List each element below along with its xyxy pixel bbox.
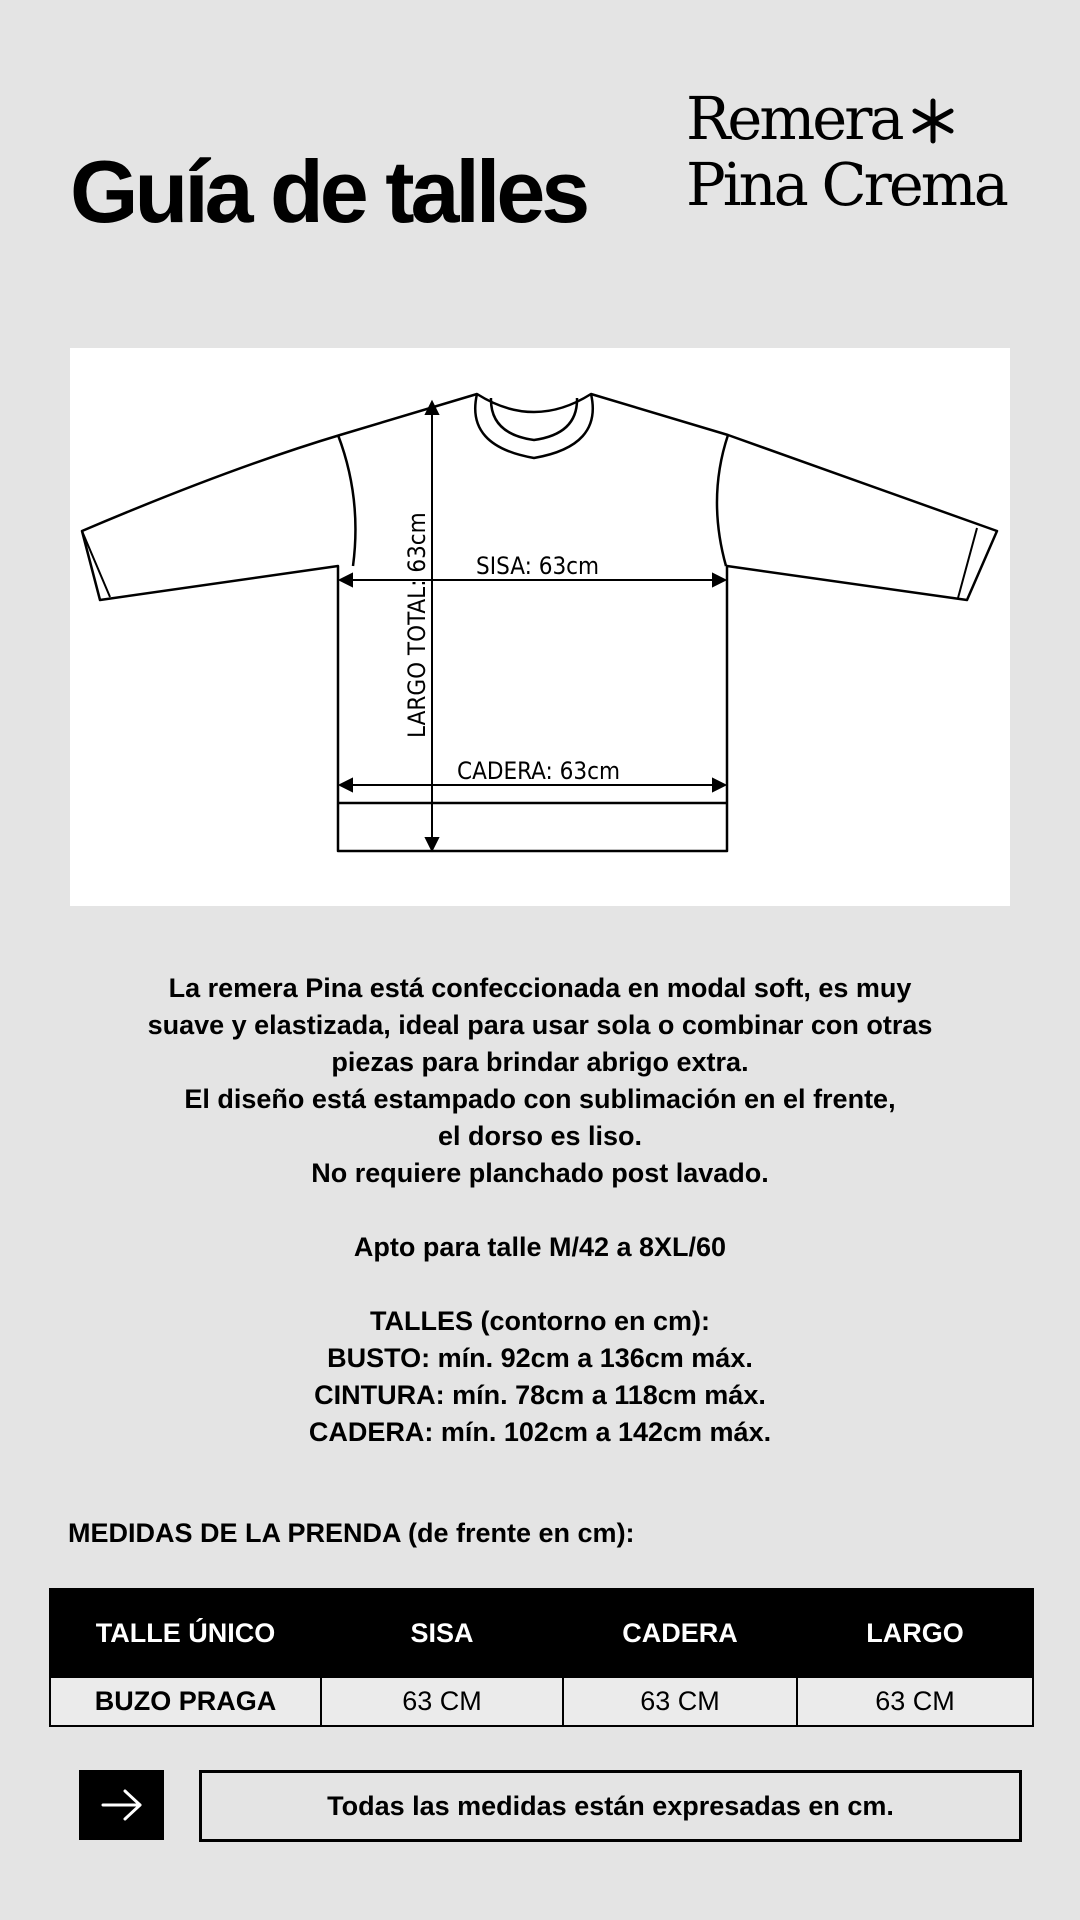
- measures-heading: MEDIDAS DE LA PRENDA (de frente en cm):: [68, 1518, 635, 1548]
- cadera-label: CADERA: 63cm: [457, 757, 620, 785]
- right-cuff: [958, 528, 977, 598]
- cell-cadera: 63 CM: [563, 1677, 797, 1726]
- product-name-line-2: Pina Crema: [686, 150, 1006, 219]
- product-name-line-1: Remera: [686, 84, 902, 153]
- product-description: [90, 970, 990, 1451]
- description-line: La remera Pina está confeccionada en modal soft, es muy: [168, 973, 912, 1003]
- column-header-largo: LARGO: [797, 1589, 1033, 1677]
- cell-largo: 63 CM: [797, 1677, 1033, 1726]
- table-row: [50, 1677, 1033, 1726]
- cintura-range: CINTURA: mín. 78cm a 118cm máx.: [314, 1380, 766, 1410]
- cadera-arrow-right-head: [713, 779, 725, 791]
- largo-label: LARGO TOTAL: 63cm: [403, 512, 431, 738]
- sisa-arrow-left-head: [340, 574, 352, 586]
- description-line: No requiere planchado post lavado.: [311, 1158, 769, 1188]
- column-header-cadera: CADERA: [563, 1589, 797, 1677]
- collar-inner: [491, 398, 577, 440]
- description-spacer: [90, 1192, 990, 1229]
- cell-sisa: 63 CM: [321, 1677, 563, 1726]
- size-table: [49, 1588, 1034, 1727]
- right-armhole-seam: [717, 435, 728, 566]
- garment-diagram: [70, 348, 1010, 906]
- product-name: [686, 86, 1006, 218]
- left-armhole-seam: [338, 435, 355, 566]
- table-header-row: [50, 1589, 1033, 1677]
- description-line: piezas para brindar abrigo extra.: [331, 1047, 749, 1077]
- next-button[interactable]: [79, 1770, 164, 1840]
- description-line: el dorso es liso.: [437, 1121, 643, 1151]
- busto-range: BUSTO: mín. 92cm a 136cm máx.: [327, 1343, 753, 1373]
- cell-talle: BUZO PRAGA: [50, 1677, 321, 1726]
- asterisk-icon: [910, 98, 956, 144]
- description-spacer: [90, 1266, 990, 1303]
- column-header-sisa: SISA: [321, 1589, 563, 1677]
- largo-arrow-bottom-head: [426, 838, 438, 850]
- sisa-arrow-right-head: [713, 574, 725, 586]
- description-line: suave y elastizada, ideal para usar sola o combinar con otras: [147, 1010, 933, 1040]
- page-title: Guía de talles: [70, 142, 587, 241]
- cadera-range: CADERA: mín. 102cm a 142cm máx.: [308, 1417, 772, 1447]
- shirt-drawing: [70, 348, 1010, 906]
- description-line: El diseño está estampado con sublimación en el frente,: [184, 1084, 896, 1114]
- column-header-talle: TALLE ÚNICO: [50, 1589, 321, 1677]
- size-range: Apto para talle M/42 a 8XL/60: [353, 1232, 727, 1262]
- measurement-note: Todas las medidas están expresadas en cm.: [199, 1770, 1022, 1842]
- arrow-right-icon: [100, 1788, 144, 1822]
- cadera-arrow-left-head: [340, 779, 352, 791]
- sisa-label: SISA: 63cm: [476, 552, 600, 580]
- sizes-heading: TALLES (contorno en cm):: [370, 1306, 710, 1336]
